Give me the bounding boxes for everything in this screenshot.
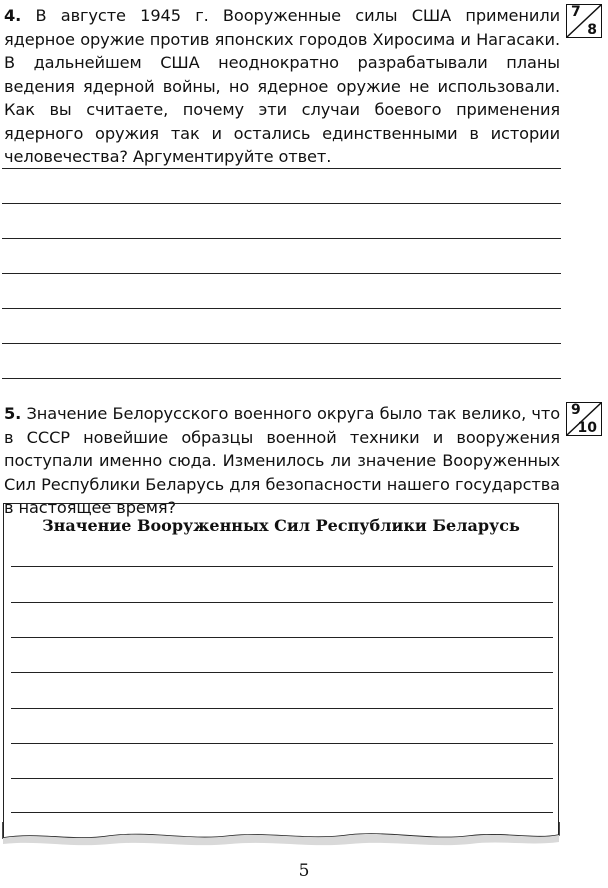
answer-line[interactable] — [11, 812, 553, 813]
answer-line[interactable] — [11, 637, 553, 638]
answer-line[interactable] — [2, 168, 561, 169]
answer-line[interactable] — [11, 778, 553, 779]
answer-line[interactable] — [11, 602, 553, 603]
answer-line[interactable] — [11, 566, 553, 567]
task-5-difficulty-badge — [566, 402, 602, 436]
answer-line[interactable] — [2, 343, 561, 344]
task-4-difficulty-badge — [566, 4, 602, 38]
answer-line[interactable] — [2, 203, 561, 204]
answer-line[interactable] — [2, 273, 561, 274]
torn-edge-icon — [0, 822, 608, 852]
answer-line[interactable] — [11, 672, 553, 673]
badge-top-number: 9 — [571, 402, 581, 418]
answer-line[interactable] — [11, 743, 553, 744]
task-5-text — [4, 402, 560, 520]
answer-box — [3, 503, 559, 839]
task-4-text — [4, 4, 560, 169]
answer-box-title: Значение Вооруженных Сил Республики Беларусь — [42, 516, 520, 535]
answer-line[interactable] — [11, 708, 553, 709]
answer-line[interactable] — [2, 308, 561, 309]
answer-line[interactable] — [2, 238, 561, 239]
badge-bottom-number: 8 — [587, 22, 597, 38]
badge-top-number: 7 — [571, 4, 581, 20]
page-number: 5 — [298, 861, 310, 881]
task-5-number: 5. — [4, 404, 22, 423]
task-4-number: 4. — [4, 6, 22, 25]
badge-bottom-number: 10 — [577, 420, 597, 436]
task-4-question: В августе 1945 г. Вооруженные силы США применили ядерное оружие против японских городов Хиросима и Нагасаки. В дальнейшем США неоднократно разрабатывали планы ведения ядерной войны, но ядерное оружие не использовали. Как вы считаете, почему эти случаи боевого применения ядерного оружия так и остались единственными в истории человечества? Аргументируйте ответ. — [4, 6, 560, 166]
task-5-question: Значение Белорусского военного округа было так велико, что в СССР новейшие образцы военной техники и вооружения поступали именно сюда. Изменилось ли значение Вооруженных Сил Республики Беларусь для безопасности нашего государства в настоящее время? — [4, 404, 561, 517]
answer-line[interactable] — [2, 378, 561, 379]
